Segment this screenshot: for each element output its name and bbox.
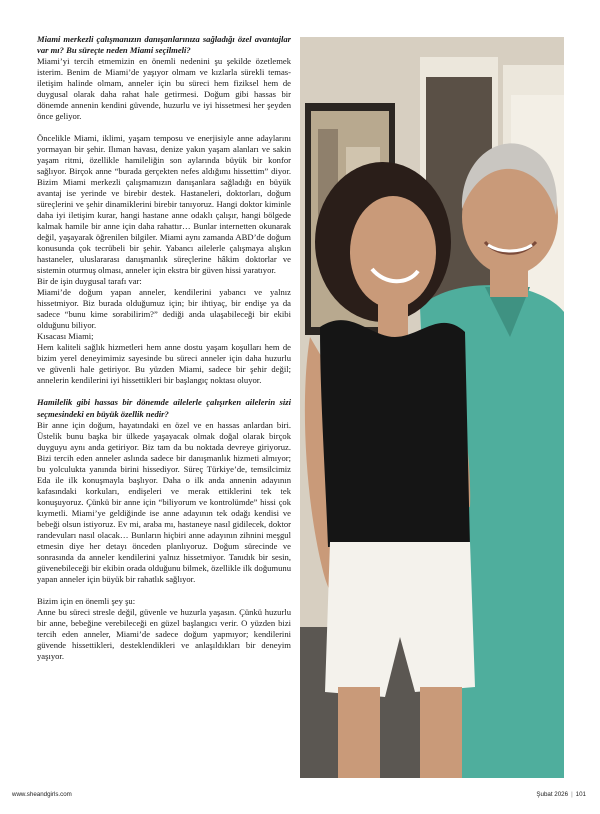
interview-question: Hamilelik gibi hassas bir dönemde ailelerle çalışırken ailelerin sizi seçmesindeki en büyük özellik nedir? (37, 397, 291, 419)
footer-page-number: 101 (575, 791, 586, 798)
body-paragraph: Kısacası Miami; (37, 331, 94, 342)
body-paragraph: Bir anne için doğum, hayatındaki en özel ve en hassas anlardan biri. Üstelik bunu başka bir ülkede yaşayacak olmak doğal olarak birçok duyguyu aynı anda getiriyor. Biz tam da bu noktada devreye giriyoruz. Bizi tercih eden anneler aslında sadece bir danışmanlık hizmeti almıyor; bu yolculukta yanında birini hissediyor. Süreç Türkiye’de, temsilcimiz Eda ile ilk konuşmayla başlıyor. Daha o ilk anda annenin adayının kafasındaki korkuları, endişeleri ve merak ettiklerini tek tek konuşuyoruz. Çünkü bir anne için “biliyorum ve kontrolümde” hissi çok kıymetli. Miami’ye geldiğinde ise anne adayının tek odağı kendisi ve bebeği olsun istiyoruz. Ev mi, araba mı, hastaneye nasıl gidilecek, doktor randevuları nasıl olacak… Bunların hiçbiri anne adayının zihnini meşgul etmesin diye her detayı önceden planlıyoruz. Doğum sürecinde ve sonrasında da anneler kendilerini yalnız hissetmiyor. Tanıdık bir sesin, güvenebileceği bir ekibin orada olduğunu bilmek, özellikle ilk doğumunu yapan anneler için büyük bir rahatlık sağlıyor. (37, 419, 291, 584)
footer-website[interactable]: www.sheandgirls.com (12, 791, 72, 798)
body-paragraph: Miami’yi tercih etmemizin en önemli nedenini şu şekilde özetlemek isterim. Benim de Miami’de yaşıyor olmam ve kızlarla sürekli temas-iletişim halinde olmam, anneler için bu süreci hem fiziksel hem de duygusal olarak daha rahat hale getirmesi. Doğum gibi hassas bir dönemde annenin kendini güvende, huzurlu ve iyi hissetmesi her şeyden önce geliyor. (37, 56, 291, 122)
body-paragraph: Hem kaliteli sağlık hizmetleri hem anne dostu yaşam koşulları hem de bizim yerel deneyimimiz sayesinde bu süreci anneler için daha huzurlu ve güvenli hale getiriyor. Bu yüzden Miami, sadece bir şehir değil; annelerin kendilerini iyi hissettikleri bir başlangıç noktası oluyor. (37, 342, 291, 386)
footer-issue: Şubat 2026 (536, 791, 569, 798)
body-paragraph: Miami’de doğum yapan anneler, kendilerini yabancı ve yalnız hissetmiyor. Biz burada olduğumuz için; bir ihtiyaç, bir endişe ya da sadece “bunu kime sorabilirim?” dediği anda ulaşabileceği bir ekibi olduğunu biliyor. (37, 287, 291, 331)
footer-separator: | (571, 791, 573, 798)
paragraph-gap (37, 585, 291, 596)
page-footer (12, 791, 586, 801)
body-paragraph: Anne bu süreci stresle değil, güvenle ve huzurla yaşasın. Çünkü huzurlu bir anne, bebeğine verebileceği en güzel başlangıcı verir. O yüzden bizi tercih eden anneler, Miami’de sadece doğum yapmıyor; kendilerini güvende hissettikleri, desteklendikleri ve anlaşıldıkları bir deneyim yaşıyor. (37, 606, 291, 661)
body-paragraph: Bizim için en önemli şey şu: (37, 595, 136, 606)
body-paragraph: Öncelikle Miami, iklimi, yaşam temposu ve enerjisiyle anne adaylarını yormayan bir şehir. Ilıman havası, denize yakın yaşam alanları ve sakin yaşam ritmi, özellikle hamileliğin son aylarında büyük bir konfor sağlıyor. Birçok anne “burada gerçekten nefes aldığımı hissettim” diyor. Bizim Miami merkezli çalışmamızın danışanlara sağladığı en büyük avantaj ise yerinde ve birebir destek. Hastaneleri, doktorları, doğum süreçlerini ve şehir dinamiklerini birebir tanıyoruz. Hangi doktor kiminle daha iyi iletişim kurar, hangi hastane anne odaklı çalışır, hangi bölgede kalmak hamile bir anne için daha rahattır… Bunlar internetten okunarak değil, yaşayarak öğrenilen bilgiler. Miami aynı zamanda ABD’de doğum konusunda çok tecrübeli bir şehir. Yabancı ailelerle çalışmaya alışkın hastaneler, uluslararası danışmanlık süreçlerine hâkim doktorlar ve sistemin oturmuş olması, anneler için ekstra bir güven hissi yaratıyor. (37, 133, 291, 276)
interview-question: Miami merkezli çalışmanızın danışanlarınıza sağladığı özel avantajlar var mı? Bu süreçte neden Miami seçilmeli? (37, 34, 291, 56)
body-paragraph: Bir de işin duygusal tarafı var: (37, 276, 142, 287)
paragraph-gap (37, 122, 291, 133)
paragraph-gap (37, 386, 291, 397)
article-photo (300, 37, 564, 778)
article-text-column (37, 34, 291, 662)
footer-issue-page (536, 791, 586, 798)
